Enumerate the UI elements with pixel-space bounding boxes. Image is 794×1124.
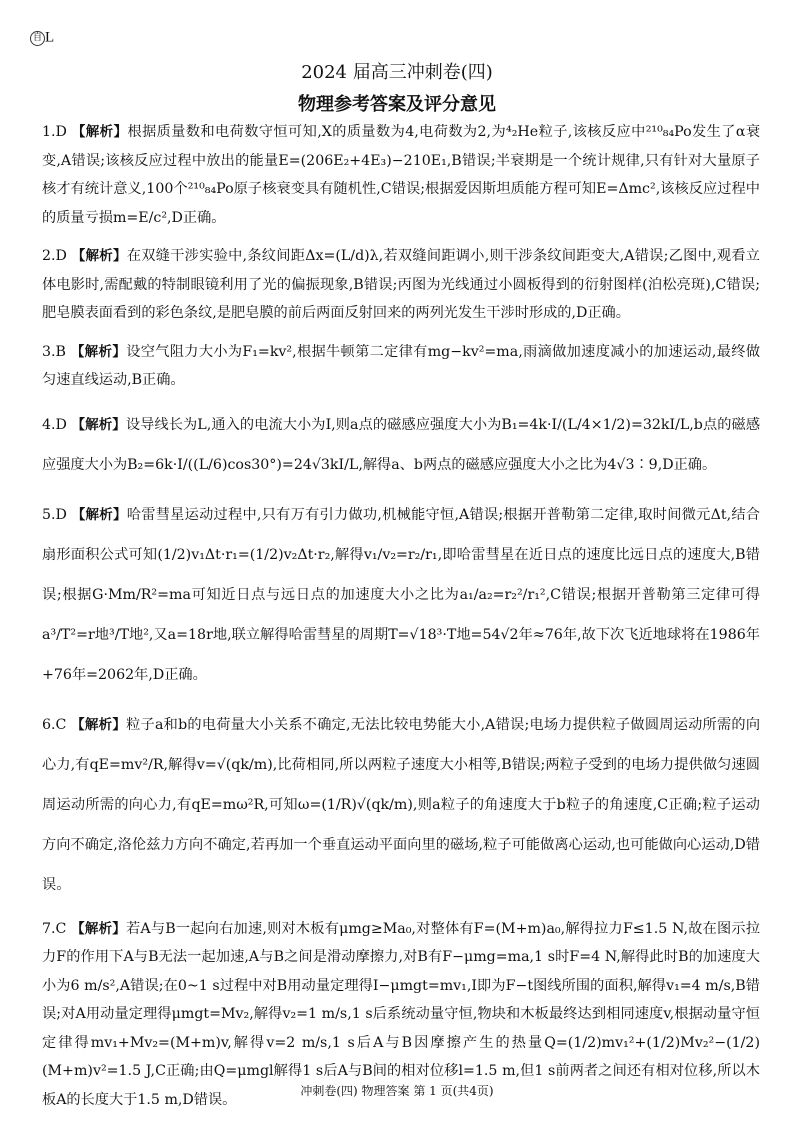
page-subtitle: 物理参考答案及评分意见 (298, 94, 496, 115)
answer-text: 在双缝干涉实验中,条纹间距Δx=(L/d)λ,若双缝间距调小,则干涉条纹间距变大,A错误;乙图中,观看立体电影时,需配戴的特制眼镜利用了光的偏振现象,B错误;丙图为光线通过小圆板得到的衍射图样(泊松亮斑),C错误;肥皂膜表面看到的彩色条纹,是肥皂膜的前后两面反射回来的两列光发生干涉时形成的,D正确。 (42, 248, 760, 321)
answer-number: 5.D (42, 506, 67, 523)
corner-circle-mark: 自 (30, 31, 45, 46)
answer-number: 6.C (42, 716, 67, 733)
analysis-tag: 【解析】 (71, 506, 127, 523)
answer-item-3 (42, 338, 760, 395)
analysis-tag: 【解析】 (71, 716, 127, 733)
answer-item-4 (42, 405, 760, 485)
corner-letter: L (45, 29, 55, 46)
answer-text: 若A与B一起向右加速,则对木板有μmg≥Ma₀,对整体有F=(M+m)a₀,解得拉力F≤1.5 N,故在图示拉力F的作用下A与B无法一起加速,A与B之间是滑动摩擦力,对B有F−μmg=ma,1 s时F=4 N,解得此时B的加速度大小为6 m/s²,A错误;在0~1 s过程中对B用动量定理得I−μmgt=mv₁,I即为F−t图线所围的面积,解得v₁=4 m/s,B错误;对A用动量定理得μmgt=Mv₂,解得v₂=1 m/s,1 s后系统动量守恒,物块和木板最终达到相同速度v,根据动量守恒定律得mv₁+Mv₂=(M+m)v,解得v=2 m/s,1 s后A与B因摩擦产生的热量Q=(1/2)mv₁²+(1/2)Mv₂²−(1/2)(M+m)v²=1.5 J,C正确;由Q=μmgl解得1 s后A与B间的相对位移l=1.5 m,但1 s前两者之间还有相对位移,所以木板A的长度大于1.5 m,D错误。 (42, 920, 761, 1108)
answer-number: 4.D (42, 416, 67, 433)
answer-text: 粒子a和b的电荷量大小关系不确定,无法比较电势能大小,A错误;电场力提供粒子做圆周运动所需的向心力,有qE=mv²/R,解得v=√(qk/m),比荷相同,所以两粒子速度大小相等,B错误;两粒子受到的电场力提供做匀速圆周运动所需的向心力,有qE=mω²R,可知ω=(1/R)√(qk/m),则a粒子的角速度大于b粒子的角速度,C正确;粒子运动方向不确定,洛伦兹力方向不确定,若再加一个垂直运动平面向里的磁场,粒子可能做离心运动,也可能做向心运动,D错误。 (42, 716, 761, 893)
answer-number: 3.B (42, 343, 66, 360)
page-title: 2024 届高三冲刺卷(四) (301, 62, 493, 83)
answer-number: 2.D (42, 248, 67, 264)
answer-list (42, 118, 760, 1124)
answer-text: 根据质量数和电荷数守恒可知,X的质量数为4,电荷数为2,为⁴₂He粒子,该核反应中²¹⁰₈₄Po发生了α衰变,A错误;该核反应过程中放出的能量E=(206E₂+4E₃)−210E₁,B错误;半衰期是一个统计规律,只有针对大量原子核才有统计意义,100个²¹⁰₈₄Po原子核衰变具有随机性,C错误;根据爱因斯坦质能方程可知E=Δmc²,该核反应过程中的质量亏损m=E/c²,D正确。 (42, 124, 761, 226)
answer-item-2 (42, 242, 760, 328)
corner-mark (30, 28, 54, 47)
answer-text: 设导线长为L,通入的电流大小为I,则a点的磁感应强度大小为B₁=4k·I/(L/4×1/2)=32kI/L,b点的磁感应强度大小为B₂=6k·I/((L/6)cos30°)=24√3kI/L,解得a、b两点的磁感应强度大小之比为4√3∶9,D正确。 (42, 416, 761, 473)
analysis-tag: 【解析】 (71, 416, 126, 433)
answer-item-5 (42, 495, 760, 695)
answer-number: 7.C (42, 920, 67, 937)
analysis-tag: 【解析】 (70, 343, 127, 360)
answer-number: 1.D (42, 124, 67, 140)
analysis-tag: 【解析】 (71, 124, 128, 140)
answer-text: 哈雷彗星运动过程中,只有万有引力做功,机械能守恒,A错误;根据开普勒第二定律,取时间微元Δt,结合扇形面积公式可知(1/2)v₁Δt·r₁=(1/2)v₂Δt·r₂,解得v₁/v₂=r₂/r₁,即哈雷彗星在近日点的速度比远日点的速度大,B错误;根据G·Mm/R²=ma可知近日点与远日点的加速度大小之比为a₁/a₂=r₂²/r₁²,C错误;根据开普勒第三定律可得a³/T²=r地³/T地²,又a=18r地,联立解得哈雷彗星的周期T=√18³·T地=54√2年≈76年,故下次飞近地球将在1986年+76年=2062年,D正确。 (42, 506, 760, 683)
answer-text: 设空气阻力大小为F₁=kv²,根据牛顿第二定律有mg−kv²=ma,雨滴做加速度减小的加速运动,最终做匀速直线运动,B正确。 (42, 343, 761, 388)
analysis-tag: 【解析】 (71, 248, 127, 264)
page-footer: 冲刺卷(四) 物理答案 第 1 页(共4页) (300, 1084, 494, 1098)
answer-item-6 (42, 705, 760, 905)
answer-item-1 (42, 118, 760, 232)
analysis-tag: 【解析】 (71, 920, 127, 937)
